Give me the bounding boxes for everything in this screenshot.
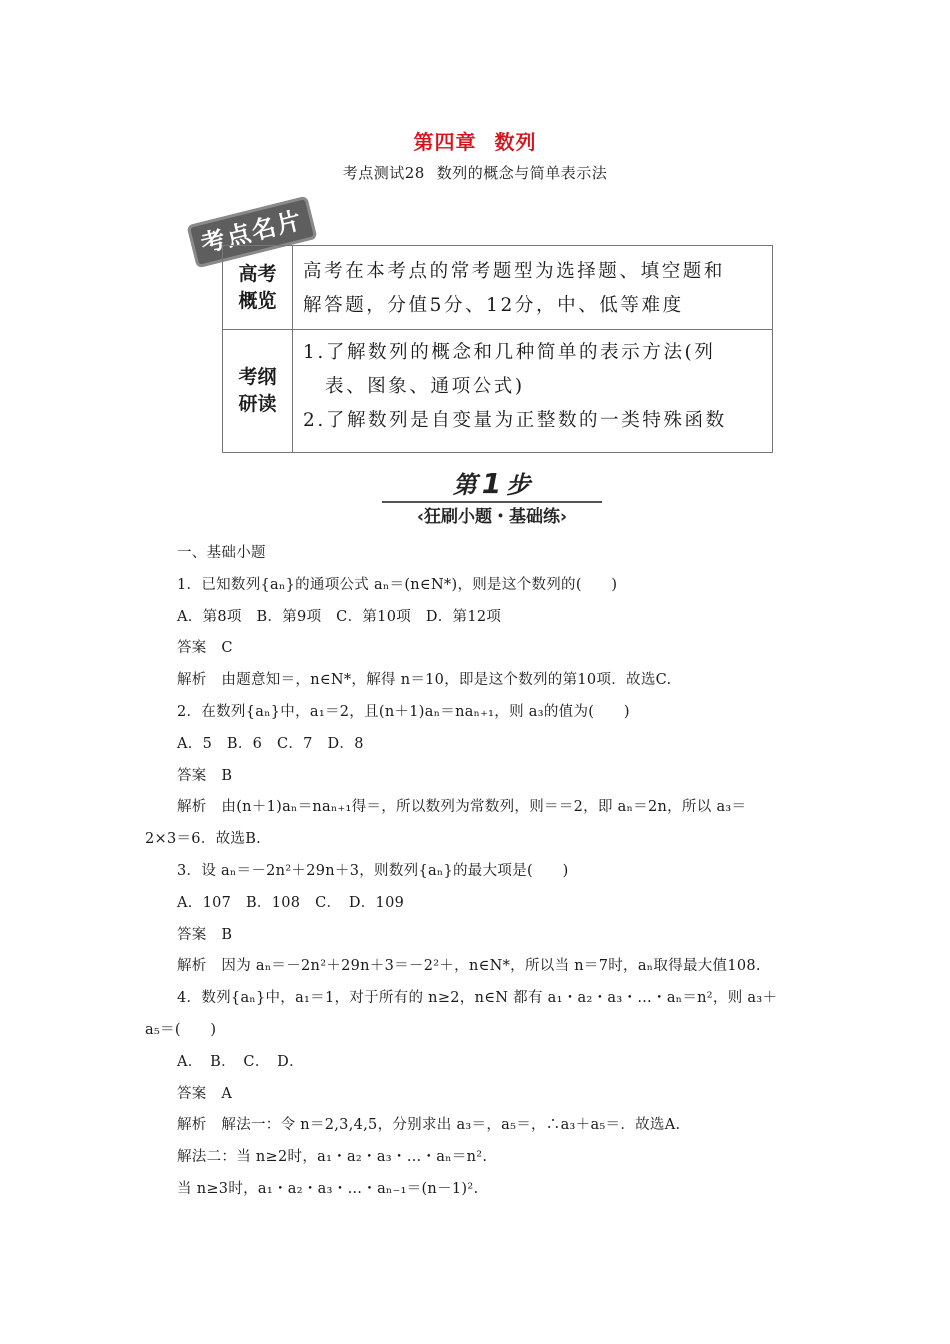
content-line: 答案 A <box>177 1085 233 1102</box>
chapter-title <box>0 126 950 155</box>
row-content: 1.了解数列的概念和几种简单的表示方法(列 表、图象、通项公式) 2.了解数列是自变量为正整数的一类特殊函数 <box>303 342 727 431</box>
overview-row-kaogang <box>223 330 772 452</box>
chapter-name: 数列 <box>494 130 537 154</box>
content-line: A．107 B．108 C． D．109 <box>177 894 405 911</box>
content-line: 解法二：当 n≥2时，a₁・a₂・a₃・…・aₙ＝n². <box>177 1149 488 1166</box>
content-line: A． B． C． D． <box>177 1053 304 1070</box>
content-line: 当 n≥3时，a₁・a₂・a₃・…・aₙ₋₁＝(n－1)². <box>177 1180 479 1197</box>
content-line: 解析 由(n＋1)aₙ＝naₙ₊₁得＝，所以数列为常数列，则＝＝2，即 aₙ＝2n，所以 a₃＝ <box>177 799 747 816</box>
content-line: 答案 B <box>177 767 233 784</box>
content-line: A．5 B．6 C．7 D．8 <box>177 735 364 752</box>
row-label: 高考 概览 <box>223 246 293 329</box>
step-subtitle: ‹狂刷小题・基础练› <box>416 506 567 527</box>
step-divider <box>382 501 602 503</box>
content-line: 2×3＝6．故选B. <box>145 831 262 848</box>
step-heading: 第 1 步 <box>452 467 532 500</box>
section-title <box>0 162 950 183</box>
overview-table <box>222 245 773 453</box>
content-line: 解析 解法一：令 n＝2,3,4,5，分别求出 a₃＝，a₅＝，∴a₃＋a₅＝．故选A. <box>177 1117 681 1134</box>
kaodian-mingpian-stamp: 考点名片 <box>187 196 318 269</box>
content-line: a₅＝( ) <box>145 1021 217 1038</box>
content-line: 3．设 aₙ＝－2n²＋29n＋3，则数列{aₙ}的最大项是( ) <box>177 862 569 879</box>
content-line: 答案 C <box>177 640 233 657</box>
content-line: 2．在数列{aₙ}中，a₁＝2，且(n＋1)aₙ＝naₙ₊₁，则 a₃的值为( ) <box>177 703 630 720</box>
content-line: 解析 因为 aₙ＝－2n²＋29n＋3＝－2²＋，n∈N*，所以当 n＝7时，aₙ取得最大值108. <box>177 958 761 975</box>
section-name: 数列的概念与简单表示法 <box>436 164 608 182</box>
row-content: 高考在本考点的常考题型为选择题、填空题和 解答题，分值5分、12分，中、低等难度 <box>303 261 726 316</box>
chapter-number: 第四章 <box>413 130 477 154</box>
section-number: 考点测试28 <box>342 164 425 182</box>
content-line: 1．已知数列{aₙ}的通项公式 aₙ＝(n∈N*)，则是这个数列的( ) <box>177 576 618 593</box>
row-label: 考纲 研读 <box>223 330 293 452</box>
content-line: 答案 B <box>177 926 233 943</box>
content-line: 一、基础小题 <box>177 545 266 561</box>
content-line: 4．数列{aₙ}中，a₁＝1，对于所有的 n≥2，n∈N 都有 a₁・a₂・a₃・…・aₙ＝n²，则 a₃＋ <box>177 990 778 1007</box>
content-line: A．第8项 B．第9项 C．第10项 D．第12项 <box>177 608 502 625</box>
problem-content <box>145 538 805 1206</box>
step-badge <box>382 467 602 528</box>
overview-row-gaokao <box>223 246 772 330</box>
content-line: 解析 由题意知＝，n∈N*，解得 n＝10，即是这个数列的第10项．故选C. <box>177 672 672 689</box>
